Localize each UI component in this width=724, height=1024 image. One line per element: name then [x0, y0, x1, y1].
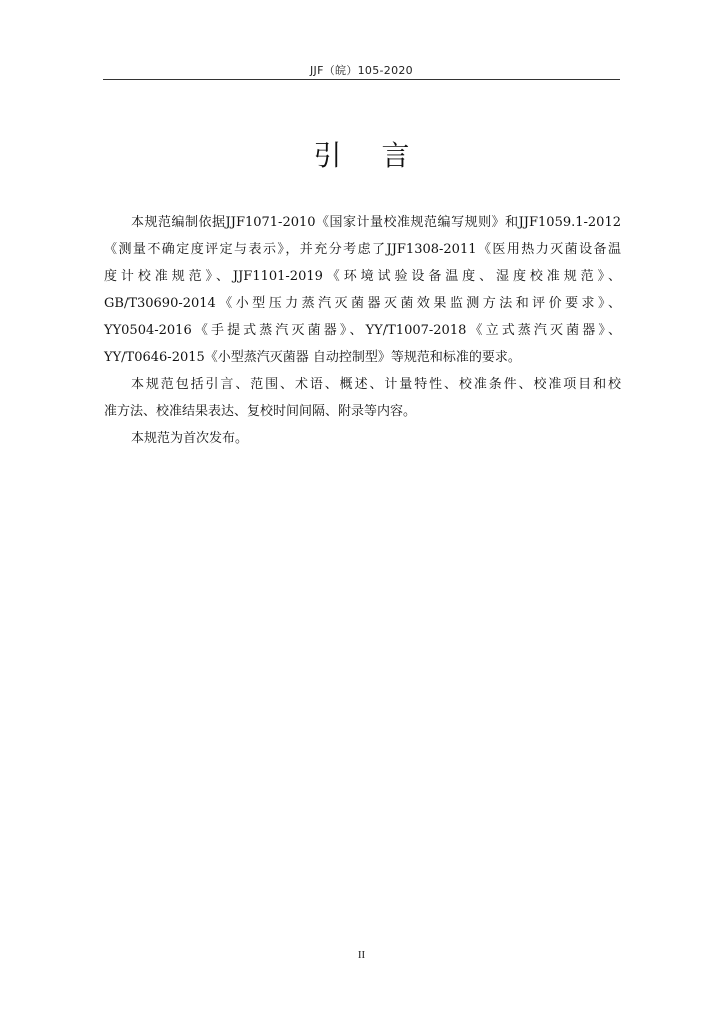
text-line: 本规范包括引言、范围、术语、概述、计量特性、校准条件、校准项目和校 — [131, 377, 621, 392]
text-line: 《测量不确定度评定与表示》，并充分考虑了JJF1308-2011《医用热力灭菌设备温 — [104, 242, 621, 257]
text-line: 准方法、校准结果表达、复校时间间隔、附录等内容。 — [104, 404, 417, 419]
document-body — [104, 209, 621, 452]
paragraph-basis — [104, 209, 621, 371]
text-line: 本规范编制依据JJF1071-2010《国家计量校准规范编写规则》和JJF1059.1-2012 — [131, 215, 621, 230]
header-divider — [103, 79, 620, 80]
paragraph-contents — [104, 371, 621, 425]
paragraph-first-release — [104, 425, 621, 452]
text-line: YY/T0646-2015《小型蒸汽灭菌器 自动控制型》等规范和标准的要求。 — [104, 350, 521, 365]
text-line: 本规范为首次发布。 — [131, 431, 249, 446]
title-char-2: 言 — [381, 139, 410, 172]
text-line: GB/T30690-2014《小型压力蒸汽灭菌器灭菌效果监测方法和评价要求》、 — [104, 296, 621, 311]
title-char-1: 引 — [313, 139, 342, 172]
page-title — [103, 134, 620, 174]
text-line: 度计校准规范》、JJF1101-2019《环境试验设备温度、湿度校准规范》、 — [104, 269, 621, 284]
text-line: YY0504-2016《手提式蒸汽灭菌器》、YY/T1007-2018《立式蒸汽灭菌器》、 — [104, 323, 621, 338]
page-number: II — [357, 949, 366, 961]
document-number-header: JJF（皖）105-2020 — [310, 64, 413, 77]
